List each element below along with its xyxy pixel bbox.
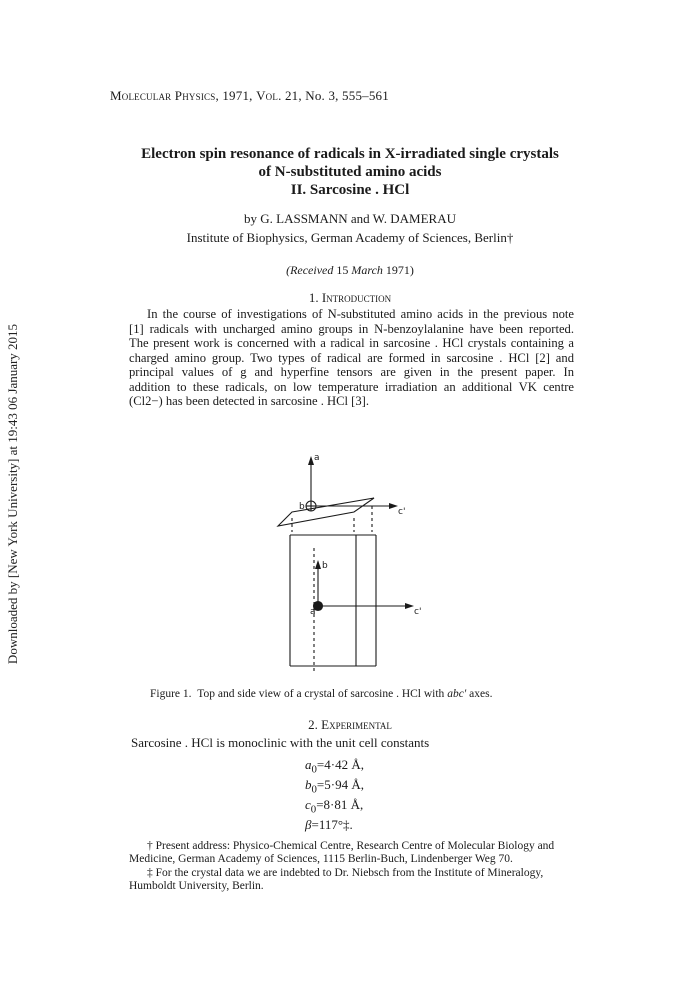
experimental-intro: Sarcosine . HCl is monoclinic with the unit cell constants: [131, 735, 430, 750]
footnote-dagger: † Present address: Physico-Chemical Centre, Research Centre of Molecular Biology and Medicine, German Academy of Sciences, 1115 Berlin-Buch, Lindenberger Weg 70.: [129, 840, 555, 865]
crystal-top-face: [278, 498, 374, 526]
paragraph-line: In the course of investigations of N-substituted amino acids in the previous note: [147, 307, 574, 321]
volume-details: . 21, No. 3, 555–561: [278, 88, 389, 103]
paragraph-line: addition to these radicals, on low temperature irradiation an additional VK centre: [129, 379, 574, 394]
title-line-3: II. Sarcosine . HCl: [290, 182, 410, 198]
paragraph-line: principal values of g and hyperfine tensors are given in the present paper. In: [129, 365, 574, 379]
download-watermark: [6, 304, 20, 684]
crystal-figure: [270, 448, 450, 688]
label-c-side: c': [414, 607, 422, 617]
journal-name: Molecular Physics: [110, 88, 216, 103]
c-axis-side-arrowhead: [405, 603, 414, 609]
label-a-top: a: [314, 453, 320, 463]
label-b-side: b: [322, 561, 328, 571]
volume-label: Vol: [256, 88, 279, 103]
paragraph-line: charged amino group. Two types of radical are formed in sarcosine . HCl [2] and: [129, 350, 574, 365]
label-b-top: b: [299, 502, 305, 512]
constant-a: $a_0=4\cdot 42$ Å,: [305, 757, 364, 776]
figure-caption: Figure 1. Top and side view of a crystal of sarcosine . HCl with abc' axes.: [150, 688, 493, 700]
title-line-1: Electron spin resonance of radicals in X-irradiated single crystals: [141, 146, 559, 162]
constant-b: $b_0=5\cdot 94$ Å,: [305, 777, 364, 796]
label-c-top: c': [398, 507, 406, 517]
footnote-double-dagger: ‡ For the crystal data we are indebted to Dr. Niebsch from the Institute of Mineralogy, Humboldt University, Berlin.: [129, 867, 544, 892]
constant-beta: β=117°‡.: [305, 817, 353, 832]
paragraph-line: The present work is concerned with a radical in sarcosine . HCl crystals containing a: [129, 336, 574, 350]
section-1-heading: 1. Introduction: [308, 290, 392, 305]
title-line-2: of N-substituted amino acids: [258, 164, 442, 180]
c-axis-top-arrowhead: [389, 503, 398, 509]
affiliation-line: Institute of Biophysics, German Academy of Sciences, Berlin†: [186, 230, 514, 245]
received-date: (Received 15 March 1971): [286, 263, 414, 277]
paragraph-line: (Cl2−) has been detected in sarcosine . HCl [3].: [129, 394, 370, 408]
journal-year: , 1971,: [215, 88, 257, 103]
download-note: Downloaded by [New York University] at 19:43 06 January 2015: [5, 323, 20, 665]
section-2-heading: 2. Experimental: [308, 717, 392, 732]
introduction-paragraph: [129, 307, 574, 409]
label-a-side: a: [310, 607, 316, 617]
running-head: [110, 88, 389, 104]
constant-c: $c_0=8\cdot 81$ Å,: [305, 797, 364, 816]
b-axis-side-arrowhead: [315, 560, 321, 569]
crystal-diagram: [270, 448, 450, 688]
paragraph-line: [1] radicals with uncharged amino groups in N-benzoylalanine have been reported.: [129, 321, 574, 336]
author-line: by G. LASSMANN and W. DAMERAU: [244, 211, 456, 226]
